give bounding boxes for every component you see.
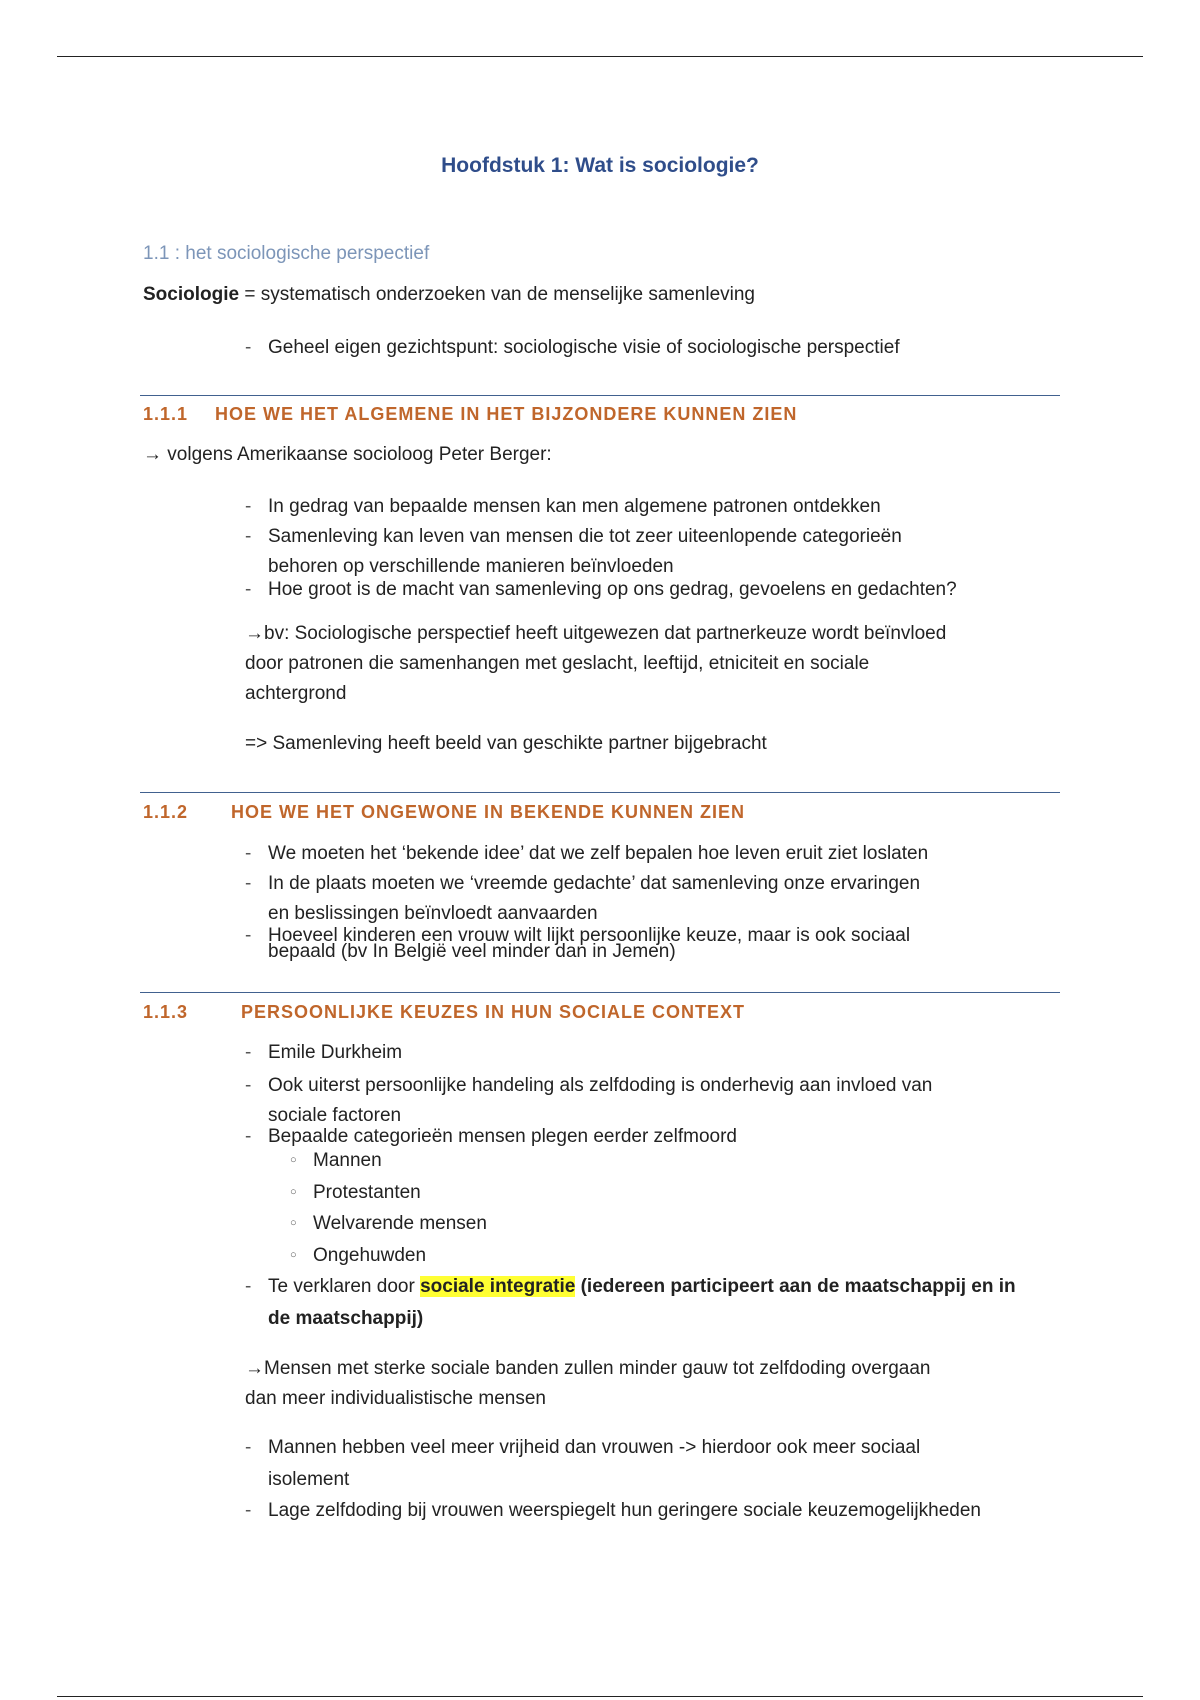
list-item-text: Bepaalde categorieën mensen plegen eerder zelfmoord	[268, 1126, 737, 1147]
list-item-text: behoren op verschillende manieren beïnvloeden	[268, 556, 674, 577]
bullet-dash: -	[245, 1042, 252, 1063]
list-item-text: sociale factoren	[268, 1105, 402, 1126]
section-1-1-1-heading	[143, 404, 797, 425]
sub-list-item-text: Welvarende mensen	[313, 1213, 487, 1234]
section-1-1-2-heading	[143, 802, 745, 823]
list-item-text: Samenleving kan leven van mensen die tot zeer uiteenlopende categorieën	[268, 526, 902, 547]
section-divider	[140, 395, 1060, 396]
bottom-rule	[57, 1696, 1143, 1697]
section-number: 1.1.1	[143, 404, 189, 424]
sub-list-item-text: Mannen	[313, 1150, 382, 1171]
sub-list-item-text: Protestanten	[313, 1182, 421, 1203]
section-title: PERSOONLIJKE KEUZES IN HUN SOCIALE CONTEXT	[241, 1002, 746, 1022]
bullet-dash: -	[245, 1437, 252, 1458]
top-rule	[57, 56, 1143, 57]
list-item-text: Mannen hebben veel meer vrijheid dan vrouwen -> hierdoor ook meer sociaal	[268, 1437, 921, 1458]
definition-term: Sociologie	[143, 284, 240, 305]
bullet-dash: -	[245, 873, 252, 894]
section-1-1-3-heading	[143, 1002, 745, 1023]
section-divider	[140, 992, 1060, 993]
example-line: achtergrond	[245, 683, 347, 704]
page-title: Hoofdstuk 1: Wat is sociologie?	[441, 154, 759, 177]
highlighted-term: sociale integratie	[420, 1276, 576, 1297]
list-item-text: Geheel eigen gezichtspunt: sociologische visie of sociologische perspectief	[268, 337, 900, 358]
list-item-text: en beslissingen beïnvloedt aanvaarden	[268, 903, 598, 924]
bullet-dash: -	[245, 1500, 252, 1521]
list-item-text: Emile Durkheim	[268, 1042, 403, 1063]
section-title: HOE WE HET ALGEMENE IN HET BIJZONDERE KUNNEN ZIEN	[215, 404, 798, 424]
list-item-text: We moeten het ‘bekende idee’ dat we zelf bepalen hoe leven eruit ziet loslaten	[268, 843, 929, 864]
bullet-dash: -	[245, 526, 252, 547]
circle-bullet-icon: ○	[290, 1186, 297, 1198]
circle-bullet-icon: ○	[290, 1217, 297, 1229]
bullet-dash: -	[245, 1276, 252, 1297]
sociologie-definition	[143, 284, 755, 306]
bullet-dash: -	[245, 1126, 252, 1147]
conclusion-line: →Mensen met sterke sociale banden zullen minder gauw tot zelfdoding overgaan	[245, 1358, 931, 1379]
explain-prefix: Te verklaren door	[268, 1276, 421, 1297]
bullet-dash: -	[245, 579, 252, 600]
bullet-dash: -	[245, 843, 252, 864]
list-item-text	[268, 1276, 1016, 1298]
explain-rest: (iedereen participeert aan de maatschappij en in	[575, 1276, 1016, 1297]
bullet-dash: -	[245, 496, 252, 517]
section-number: 1.1.3	[143, 1002, 189, 1022]
conclusion-line: dan meer individualistische mensen	[245, 1388, 546, 1409]
list-item-text: Hoe groot is de macht van samenleving op ons gedrag, gevoelens en gedachten?	[268, 579, 957, 600]
sub-list-item-text: Ongehuwden	[313, 1245, 427, 1266]
bullet-dash: -	[245, 925, 252, 946]
list-item-text: In de plaats moeten we ‘vreemde gedachte’ dat samenleving onze ervaringen	[268, 873, 921, 894]
bullet-dash: -	[245, 1075, 252, 1096]
section-title: HOE WE HET ONGEWONE IN BEKENDE KUNNEN ZIEN	[231, 802, 746, 822]
definition-text: = systematisch onderzoeken van de menselijke samenleving	[239, 284, 755, 305]
section-number: 1.1.2	[143, 802, 189, 822]
list-item-text: In gedrag van bepaalde mensen kan men algemene patronen ontdekken	[268, 496, 881, 517]
section-conclusion: => Samenleving heeft beeld van geschikte partner bijgebracht	[245, 733, 767, 754]
list-item-text: Hoeveel kinderen een vrouw wilt lijkt persoonlijke keuze, maar is ook sociaal	[268, 925, 911, 946]
list-item-text: isolement	[268, 1469, 350, 1490]
bullet-dash: -	[245, 337, 252, 358]
list-item-text: de maatschappij)	[268, 1308, 424, 1329]
list-item-text: Ook uiterst persoonlijke handeling als zelfdoding is onderhevig aan invloed van	[268, 1075, 933, 1096]
list-item-text: bepaald (bv In België veel minder dan in Jemen)	[268, 941, 676, 962]
example-line: door patronen die samenhangen met geslacht, leeftijd, etniciteit en sociale	[245, 653, 870, 674]
circle-bullet-icon: ○	[290, 1154, 297, 1166]
example-line: →bv: Sociologische perspectief heeft uitgewezen dat partnerkeuze wordt beïnvloed	[245, 623, 947, 644]
circle-bullet-icon: ○	[290, 1249, 297, 1261]
section-1-1-heading: 1.1 : het sociologische perspectief	[143, 243, 430, 264]
section-divider	[140, 792, 1060, 793]
list-item-text: Lage zelfdoding bij vrouwen weerspiegelt hun geringere sociale keuzemogelijkheden	[268, 1500, 981, 1521]
section-intro: → volgens Amerikaanse socioloog Peter Berger:	[143, 444, 552, 465]
